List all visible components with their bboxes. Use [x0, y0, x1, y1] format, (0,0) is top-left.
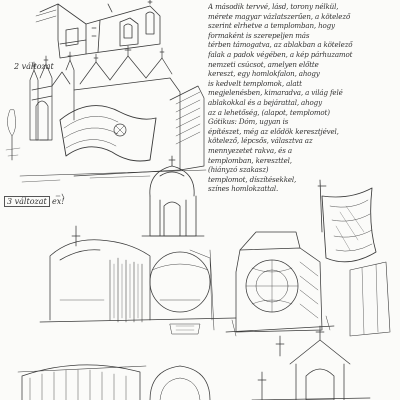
small-church-sketch [252, 326, 370, 400]
note-line: falak a padok végében, a kép párhuzamot [208, 49, 353, 59]
note-line: (hiányzó szakasz) [208, 165, 269, 175]
note-line: templomban, kereszttel, [208, 155, 292, 165]
variant-label-3: 3 változat [4, 196, 50, 207]
note-line: mérete magyar vázlatszerűen, a kötelező [208, 11, 351, 21]
church-sketch-top [36, 0, 160, 58]
note-line: A második tervvé, lásd, torony nélkül, [208, 2, 339, 11]
globe-pavilion-with-flag [226, 180, 390, 336]
arched-hall-sketch [40, 226, 236, 334]
note-line: térben támogatva, az ablakban a kötelező [208, 40, 353, 50]
note-line: formaként is szerepeljen más [208, 30, 310, 40]
note-line: szerint elrhetve a templomban, hogy [208, 21, 335, 31]
note-line: kötelező, lépcsős, választva az [208, 136, 313, 146]
note-line: nemzeti csúcsot, amelyen előtte [208, 59, 319, 69]
domed-chapel-sketch [142, 156, 204, 236]
handwritten-notes [208, 2, 398, 194]
note-line: Gótikus: Dóm, ugyan is [208, 117, 289, 127]
note-line: színes homlokzattal. [208, 184, 279, 194]
variant-label-3-suffix: ex! [52, 197, 65, 206]
note-line: is kedvelt templomok, alatt [208, 78, 302, 88]
note-line: mennyezetet rakva, és a [208, 145, 292, 155]
note-line: az a lehetőség, (alapot, templomot) [208, 107, 330, 117]
variant-label-2: 2 változat [14, 62, 54, 71]
note-line: ablakokkal és a bejárattal, ahogy [208, 97, 322, 107]
note-line: templomot, díszítésekkel, [208, 174, 297, 184]
note-line: kereszt, egy homlokfalon, ahogy [208, 69, 320, 79]
note-line: megjelenésben, kimaradva, a világ felé [208, 88, 343, 98]
arch-elevation-sketch [18, 365, 210, 400]
note-line: építészet, még az elődök keresztjével, [208, 126, 339, 136]
